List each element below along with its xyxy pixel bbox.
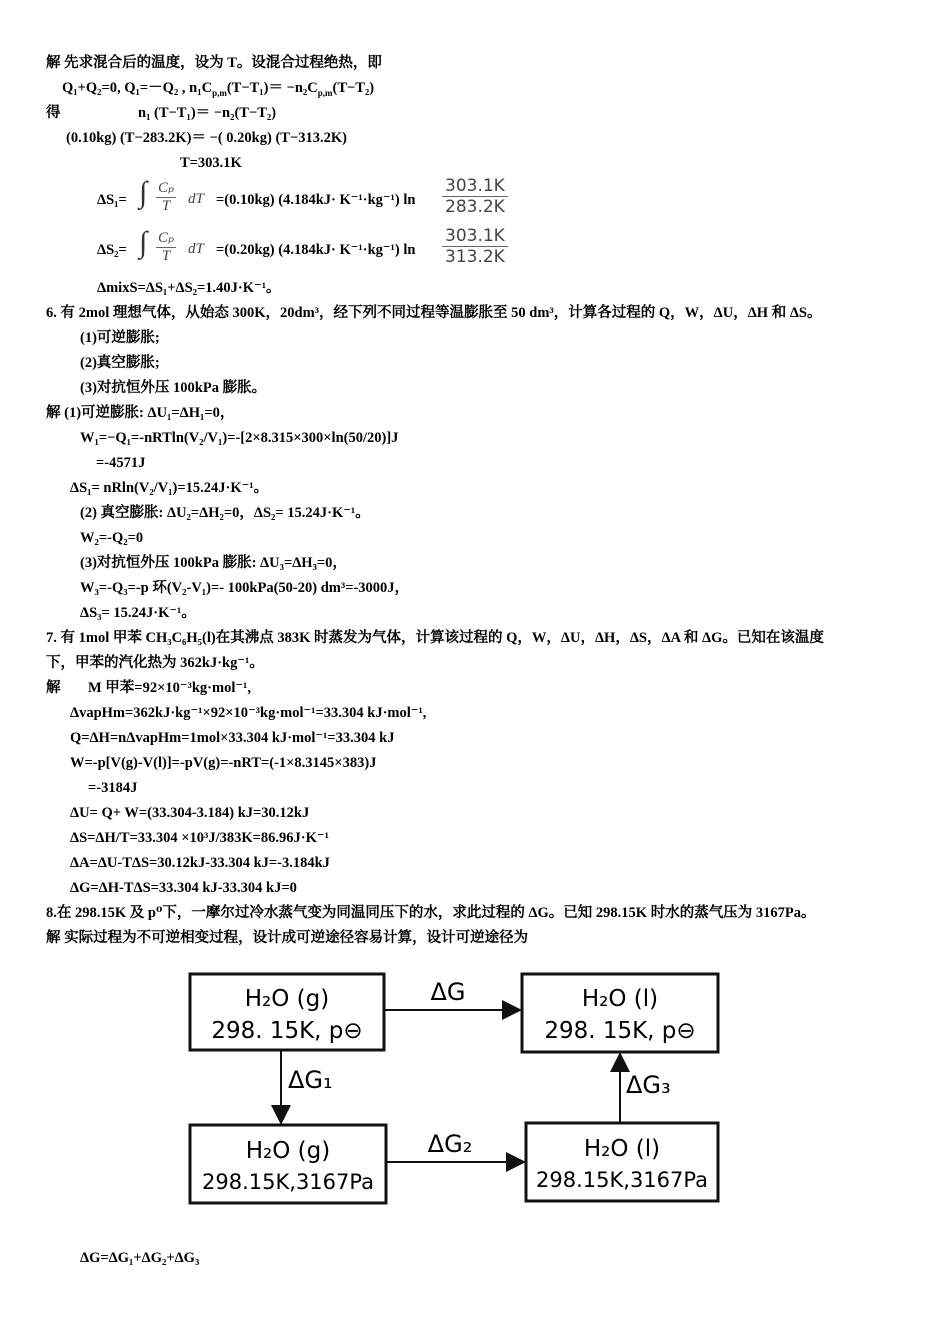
answer-7-line-1: ΔvapHm=362kJ·kg⁻¹×92×10⁻³kg·mol⁻¹=33.304 kJ·mol⁻¹, — [70, 705, 427, 721]
box-br-line2: 298.15K,3167Pa — [536, 1168, 708, 1192]
heat-balance-part1: Q₁+Q₂=0, Q₁=－Q₂ , n₁C — [62, 80, 213, 96]
dt-2: dT — [188, 241, 204, 257]
cp-over-t-fraction-1 — [156, 178, 176, 215]
problem-6-statement: 6. 有 2mol 理想气体，从始态 300K，20dm³，经下列不同过程等温膨胀至 50 dm³，计算各过程的 Q，W，ΔU，ΔH 和 ΔS。 — [46, 305, 822, 321]
frac-num-2: Cₚ — [158, 230, 175, 246]
label-delta-g3: ΔG₃ — [626, 1071, 671, 1099]
answer-6-line-7: (3)对抗恒外压 100kPa 膨胀: ΔU₃=ΔH₃=0， — [80, 555, 347, 571]
answer-7-line-6: ΔS=ΔH/T=33.304 ×10³J/383K=86.96J·K⁻¹ — [70, 830, 329, 846]
ds2-rhs: =(0.20kg) (4.184kJ· K⁻¹·kg⁻¹) ln — [216, 242, 416, 258]
mixing-entropy: ΔmixS=ΔS₁+ΔS₂=1.40J·K⁻¹。 — [97, 280, 281, 296]
answer-7-line-8: ΔG=ΔH-TΔS=33.304 kJ-33.304 kJ=0 — [70, 880, 297, 896]
temperature-equation: n₁ (T−T₁)＝ −n₂(T−T₂) — [138, 105, 277, 121]
answer-6-line-6: W₂=-Q₂=0 — [80, 530, 144, 546]
ln-fraction-2 — [442, 226, 508, 267]
answer-6-line-2: W₁=−Q₁=-nRTln(V₂/V₁)=-[2×8.315×300×ln(50/20)]J — [80, 430, 399, 446]
problem-6-case-2: (2)真空膨胀; — [80, 355, 160, 371]
box-bl-line2: 298.15K,3167Pa — [202, 1170, 374, 1194]
frac-den-1: T — [161, 198, 171, 214]
temperature-substitution: (0.10kg) (T−283.2K)＝ −( 0.20kg) (T−313.2K) — [66, 130, 347, 146]
heat-balance-part3: (T−T₂) — [332, 80, 375, 96]
answer-6-line-5: (2) 真空膨胀: ΔU₂=ΔH₂=0，ΔS₂= 15.24J·K⁻¹。 — [80, 505, 370, 521]
integral-sign-2: ∫ — [139, 226, 148, 259]
label-delta-g1: ΔG₁ — [288, 1066, 333, 1094]
ln-fraction-1 — [442, 176, 508, 217]
solution-intro: 解 先求混合后的温度，设为 T。设混合过程绝热，即 — [46, 55, 382, 71]
ln-den-2: 313.2K — [445, 247, 505, 267]
answer-6-line-8: W₃=-Q₃=-p 环(V₂-V₁)=- 100kPa(50-20) dm³=-3000J， — [80, 580, 410, 596]
answer-6-line-3: =-4571J — [96, 455, 146, 471]
box-tl-line1: H₂O (g) — [244, 986, 330, 1012]
answer-7-molar-mass: M 甲苯=92×10⁻³kg·mol⁻¹, — [88, 680, 251, 696]
heat-balance-line — [62, 79, 374, 102]
ln-num-1: 303.1K — [442, 176, 508, 197]
frac-den-2: T — [161, 248, 171, 264]
answer-6-line-9: ΔS₃= 15.24J·K⁻¹。 — [80, 605, 196, 621]
heat-balance-part2: (T−T₁)＝ −n₂C — [226, 80, 318, 96]
box-bl-line1: H₂O (g) — [245, 1138, 331, 1164]
answer-8-intro: 解 实际过程为不可逆相变过程，设计成可逆途径容易计算，设计可逆途径为 — [46, 930, 529, 946]
de-label: 得 — [46, 105, 61, 121]
cp-over-t-fraction-2 — [156, 228, 176, 265]
problem-6-case-1: (1)可逆膨胀; — [80, 330, 160, 346]
ds2-lhs: ΔS₂= — [97, 242, 127, 258]
ds1-rhs: =(0.10kg) (4.184kJ· K⁻¹·kg⁻¹) ln — [216, 192, 416, 208]
label-delta-g2: ΔG₂ — [427, 1130, 473, 1158]
problem-7-statement-1: 7. 有 1mol 甲苯 CH₃C₆H₅(l)在其沸点 383K 时蒸发为气体，计算该过程的 Q，W，ΔU，ΔH，ΔS，ΔA 和 ΔG。已知在该温度 — [46, 630, 824, 646]
answer-7-line-7: ΔA=ΔU-TΔS=30.12kJ-33.304 kJ=-3.184kJ — [70, 855, 330, 871]
problem-7-statement-2: 下，甲苯的汽化热为 362kJ·kg⁻¹。 — [46, 655, 264, 671]
problem-6-case-3: (3)对抗恒外压 100kPa 膨胀。 — [80, 380, 267, 396]
answer-7-line-2: Q=ΔH=nΔvapHm=1mol×33.304 kJ·mol⁻¹=33.304 kJ — [70, 730, 395, 746]
ln-den-1: 283.2K — [445, 197, 505, 217]
box-br-line1: H₂O (l) — [583, 1136, 661, 1162]
heat-balance-sub2: p,m — [317, 87, 333, 98]
ln-num-2: 303.1K — [442, 226, 508, 247]
box-tr-line2: 298. 15K, p⊖ — [544, 1018, 696, 1044]
answer-7-label: 解 — [46, 680, 61, 696]
box-tr-line1: H₂O (l) — [581, 986, 659, 1012]
ds1-lhs: ΔS₁= — [97, 192, 127, 208]
integral-sign-1: ∫ — [139, 176, 148, 209]
answer-6-line-4: ΔS₁= nRln(V₂/V₁)=15.24J·K⁻¹。 — [70, 480, 269, 496]
reversible-path-diagram — [180, 960, 740, 1210]
answer-6-line-1: 解 (1)可逆膨胀: ΔU₁=ΔH₁=0， — [46, 405, 235, 421]
dt-1: dT — [188, 191, 204, 207]
answer-7-line-3: W=-p[V(g)-V(l)]=-pV(g)=-nRT=(-1×8.3145×383)J — [70, 755, 377, 771]
temperature-result: T=303.1K — [180, 155, 242, 171]
answer-7-line-5: ΔU= Q+ W=(33.304-3.184) kJ=30.12kJ — [70, 805, 310, 821]
problem-8-statement: 8.在 298.15K 及 p⁰下，一摩尔过冷水蒸气变为同温同压下的水，求此过程的 ΔG。已知 298.15K 时水的蒸气压为 3167Pa。 — [46, 905, 816, 921]
box-tl-line2: 298. 15K, p⊖ — [211, 1018, 363, 1044]
frac-num-1: Cₚ — [158, 180, 175, 196]
answer-7-line-4: =-3184J — [88, 780, 138, 796]
label-delta-g: ΔG — [430, 978, 466, 1006]
heat-balance-sub: p,m — [212, 87, 227, 98]
final-delta-g-sum: ΔG=ΔG₁+ΔG₂+ΔG₃ — [80, 1250, 200, 1266]
